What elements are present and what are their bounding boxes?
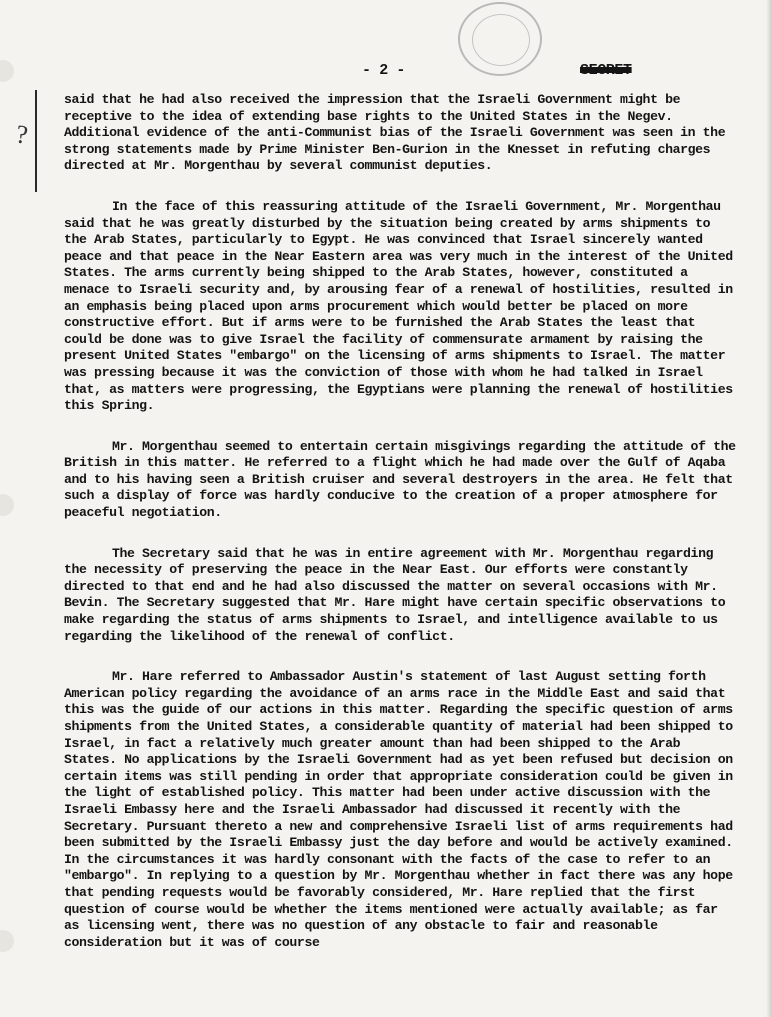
punch-hole [0, 930, 14, 952]
stamp-inner-ring [472, 14, 530, 66]
margin-bracket [35, 90, 37, 192]
classification-marking: SECRET [580, 62, 632, 79]
punch-hole [0, 494, 14, 516]
page-edge-shadow [766, 0, 772, 1017]
document-body [64, 92, 736, 975]
paragraph-4: The Secretary said that he was in entire agreement with Mr. Morgenthau regarding the necessity of preserving the peace in the Near East. Our efforts were constantly directed to that end and he had also discussed the matter on several occasions with Mr. Bevin. The Secretary suggested that Mr. Hare might have certain specific observations to make regarding the status of arms shipments to Israel, and intelligence available to us regarding the likelihood of the renewal of conflict. [64, 545, 726, 644]
margin-handwritten-mark: ? [14, 119, 30, 150]
paragraph-3: Mr. Morgenthau seemed to entertain certain misgivings regarding the attitude of the British in this matter. He referred to a flight which he had made over the Gulf of Aqaba and to his having seen a British cruiser and several destroyers in the area. He felt that such a display of force was hardly conducive to the creation of a proper atmosphere for peaceful negotiation. [64, 438, 736, 521]
paragraph-2: In the face of this reassuring attitude of the Israeli Government, Mr. Morgenthau said that he was greatly disturbed by the situation being created by arms shipments to the Arab States, particularly to Egypt. He was convinced that Israel sincerely wanted peace and that peace in the Near Eastern area was very much in the interest of the United States. The arms currently being shipped to the Arab States, however, constituted a menace to Israeli security and, by arousing fear of a renewal of hostilities, resulted in an emphasis being placed upon arms procurement which would better be placed on more constructive effort. But if arms were to be furnished the Arab States the least that could be done was to give Israel the facility of commensurate armament by raising the present United States "embargo" on the licensing of arms shipments to Israel. The matter was pressing because it was the conviction of those with whom he had talked in Israel that, as matters were progressing, the Egyptians were planning the renewal of hostilities this Spring. [64, 198, 733, 414]
paragraph-1: said that he had also received the impression that the Israeli Government might be receptive to the idea of extending base rights to the United States in the Negev. Additional evidence of the anti-Communist bias of the Israeli Government was seen in the strong statements made by Prime Minister Ben-Gurion in the Knesset in refuting charges directed at Mr. Morgenthau by several communist deputies. [64, 92, 726, 174]
punch-hole [0, 60, 14, 82]
archive-stamp-icon [458, 2, 542, 76]
page-number: - 2 - [362, 62, 406, 79]
paragraph-5: Mr. Hare referred to Ambassador Austin's statement of last August setting forth American policy regarding the avoidance of an arms race in the Middle East and said that this was the guide of our actions in this matter. Regarding the specific question of arms shipments from the United States, a considerable quantity of material had been shipped to Israel, in fact a relatively much greater amount than had been shipped to the Arab States. No applications by the Israeli Government had as yet been refused but decision on certain items was still pending in order that appropriate consideration could be given in the light of established policy. This matter had been under active discussion with the Israeli Embassy here and the Israeli Ambassador had discussed it recently with the Secretary. Pursuant thereto a new and comprehensive Israeli list of arms requirements had been submitted by the Israeli Embassy just the day before and would be actively examined. In the circumstances it was hardly consonant with the facts of the case to refer to an "embargo". In replying to a question by Mr. Morgenthau whether in fact there was any hope that pending requests would be favorably considered, Mr. Hare replied that the first question of course would be whether the items mentioned were actually available; as far as licensing went, there was no question of any obstacle to fair and reasonable consideration but it was of course [64, 669, 733, 950]
